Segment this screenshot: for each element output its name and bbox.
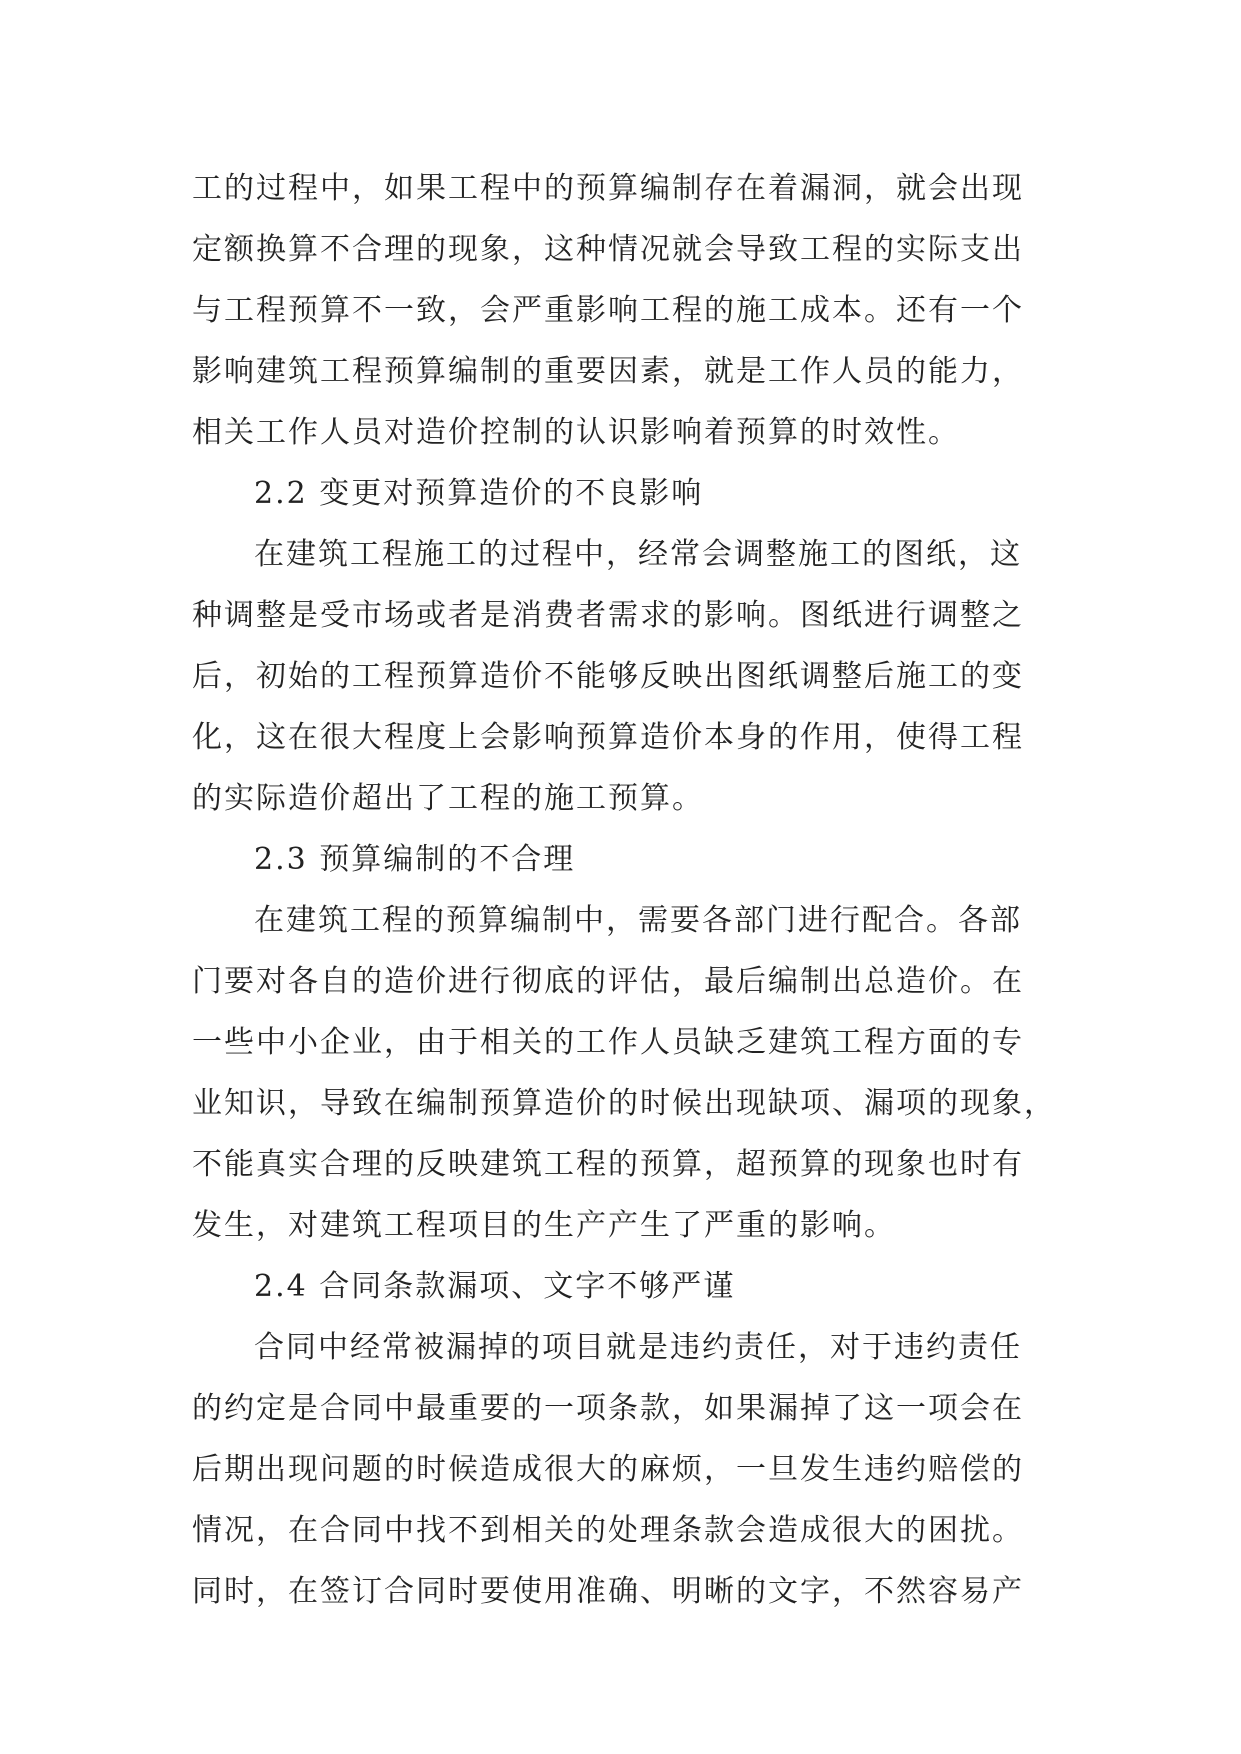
text-line: 同时，在签订合同时要使用准确、明晰的文字，不然容易产 [192,1574,1024,1609]
section-heading-2-2: 2.2 变更对预算造价的不良影响 [254,476,704,511]
text-line: 后，初始的工程预算造价不能够反映出图纸调整后施工的变 [192,659,1024,694]
text-line: 发生，对建筑工程项目的生产产生了严重的影响。 [192,1208,896,1243]
text-line: 定额换算不合理的现象，这种情况就会导致工程的实际支出 [192,232,1024,267]
text-line: 业知识，导致在编制预算造价的时候出现缺项、漏项的现象， [192,1086,1056,1121]
text-line: 化，这在很大程度上会影响预算造价本身的作用，使得工程 [192,720,1024,755]
paragraph [192,890,1062,1256]
text-line: 情况，在合同中找不到相关的处理条款会造成很大的困扰。 [192,1513,1024,1548]
paragraph [192,524,1062,829]
text-line: 种调整是受市场或者是消费者需求的影响。图纸进行调整之 [192,598,1024,633]
text-line: 的约定是合同中最重要的一项条款，如果漏掉了这一项会在 [192,1391,1024,1426]
text-line: 影响建筑工程预算编制的重要因素，就是工作人员的能力， [192,354,1024,389]
paragraph [192,1317,1062,1622]
document-body [192,158,1062,1622]
paragraph-continuation [192,158,1062,463]
text-line: 相关工作人员对造价控制的认识影响着预算的时效性。 [192,415,960,450]
text-line: 与工程预算不一致，会严重影响工程的施工成本。还有一个 [192,293,1024,328]
text-line: 在建筑工程的预算编制中，需要各部门进行配合。各部 [254,903,1022,938]
text-line: 在建筑工程施工的过程中，经常会调整施工的图纸，这 [254,537,1022,572]
section-heading-2-3: 2.3 预算编制的不合理 [254,842,576,877]
text-line: 工的过程中，如果工程中的预算编制存在着漏洞，就会出现 [192,171,1024,206]
section-heading-2-4: 2.4 合同条款漏项、文字不够严谨 [254,1269,736,1304]
text-line: 一些中小企业，由于相关的工作人员缺乏建筑工程方面的专 [192,1025,1024,1060]
text-line: 不能真实合理的反映建筑工程的预算，超预算的现象也时有 [192,1147,1024,1182]
text-line: 后期出现问题的时候造成很大的麻烦，一旦发生违约赔偿的 [192,1452,1024,1487]
text-line: 合同中经常被漏掉的项目就是违约责任，对于违约责任 [254,1330,1022,1365]
text-line: 门要对各自的造价进行彻底的评估，最后编制出总造价。在 [192,964,1024,999]
text-line: 的实际造价超出了工程的施工预算。 [192,781,704,816]
